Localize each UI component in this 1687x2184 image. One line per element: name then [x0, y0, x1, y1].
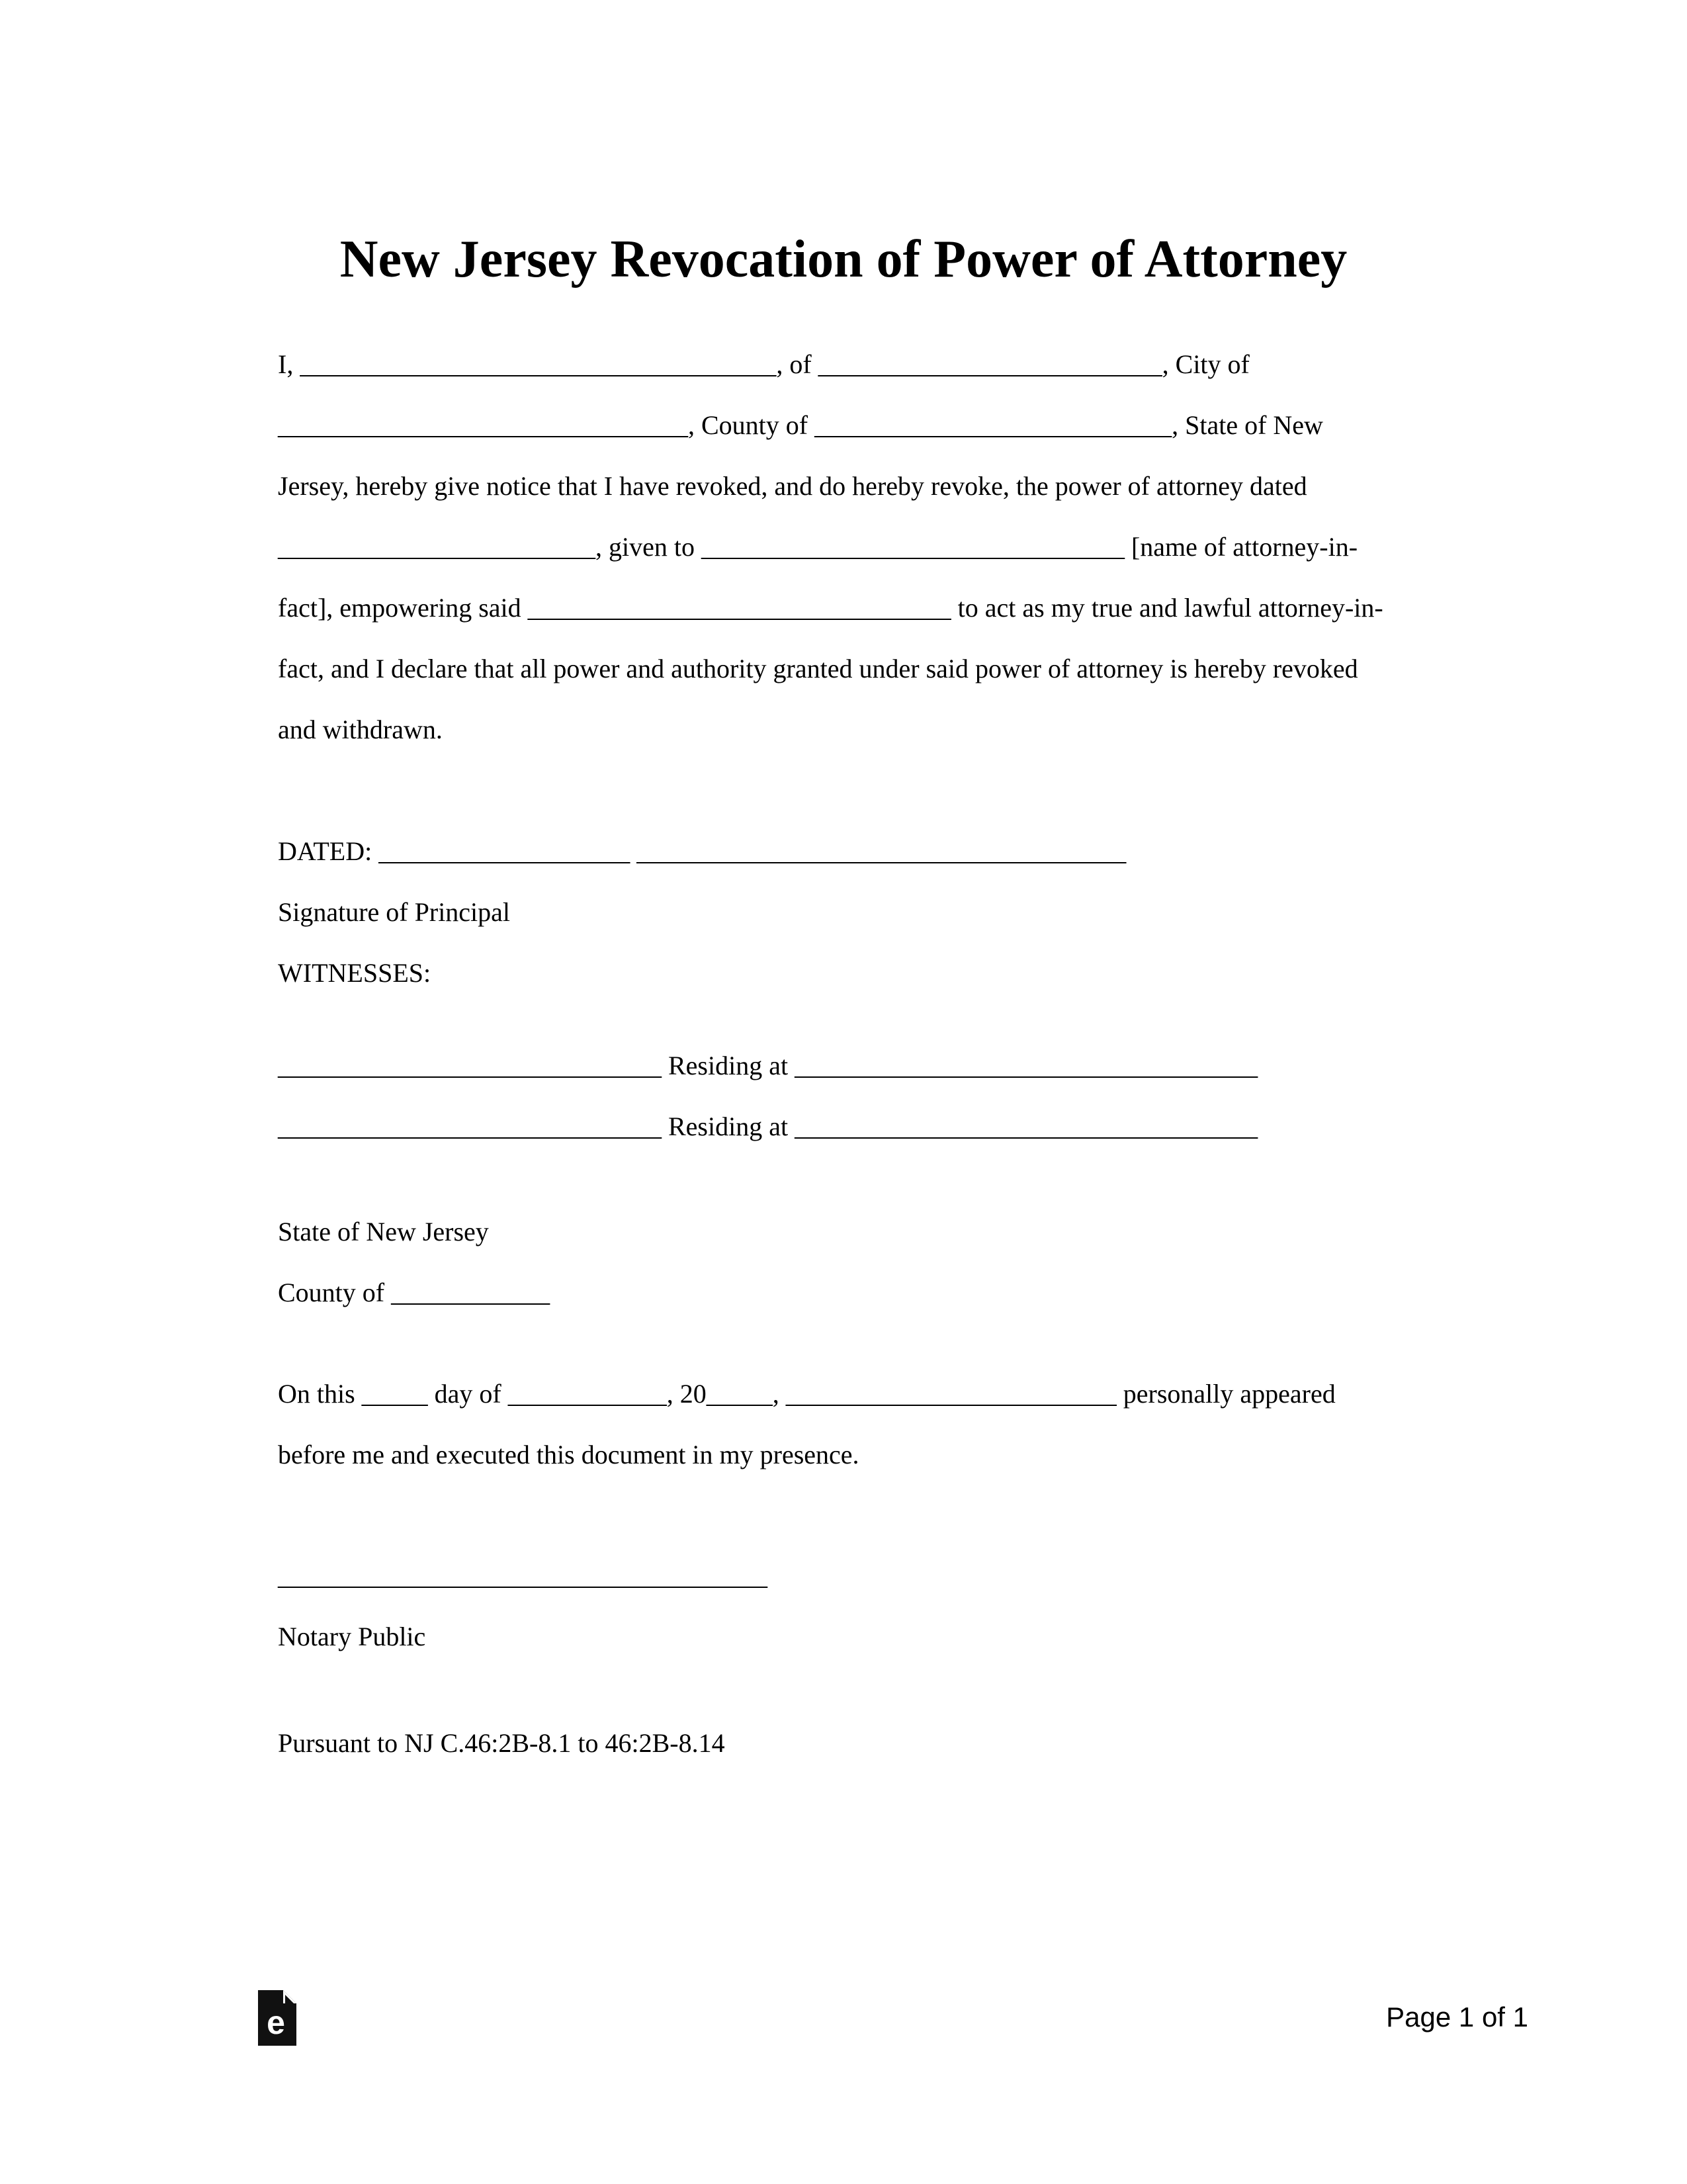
spacer	[278, 1485, 1462, 1546]
document-title: New Jersey Revocation of Power of Attorney	[339, 230, 1348, 288]
notary-signature-line: _____________________________________	[278, 1561, 767, 1591]
acknowledgment-line-2: before me and executed this document in my presence.	[278, 1440, 859, 1469]
spacer	[278, 1667, 1462, 1713]
witnesses-label: WITNESSES:	[278, 958, 431, 988]
acknowledgment-line-1: On this _____ day of ____________, 20_____, _________________________ personally appeared	[278, 1379, 1336, 1409]
dated-line: DATED: ___________________ _____________________________________	[278, 836, 1127, 866]
notary-state-line: State of New Jersey	[278, 1217, 489, 1246]
spacer	[278, 1004, 1462, 1035]
document-body	[278, 334, 1462, 1774]
spacer	[278, 760, 1462, 821]
page-number-label: Page 1 of 1	[1386, 2001, 1528, 2032]
intro-line-5: fact], empowering said ________________________________ to act as my true and lawful attorney-in-	[278, 593, 1383, 623]
intro-line-1: I, ____________________________________, of __________________________, City of	[278, 349, 1250, 379]
eforms-logo-icon	[258, 1990, 296, 2046]
intro-line-7: and withdrawn.	[278, 715, 443, 744]
statute-reference: Pursuant to NJ C.46:2B-8.1 to 46:2B-8.14	[278, 1728, 725, 1758]
intro-line-4: ________________________, given to ________________________________ [name of attorney-in-	[278, 532, 1358, 562]
signature-of-principal-label: Signature of Principal	[278, 897, 511, 927]
witness-line-2: _____________________________ Residing at ___________________________________	[278, 1112, 1258, 1141]
intro-line-3: Jersey, hereby give notice that I have revoked, and do hereby revoke, the power of attorney dated	[278, 471, 1307, 501]
notary-public-label: Notary Public	[278, 1622, 426, 1651]
spacer	[278, 1323, 1462, 1364]
witness-line-1: _____________________________ Residing at ___________________________________	[278, 1051, 1258, 1080]
intro-line-6: fact, and I declare that all power and authority granted under said power of attorney is hereby revoked	[278, 654, 1358, 683]
logo-letter: e	[267, 2004, 285, 2041]
spacer	[278, 1157, 1462, 1201]
intro-line-2: _______________________________, County of ___________________________, State of New	[278, 410, 1323, 440]
notary-county-line: County of ____________	[278, 1278, 550, 1307]
